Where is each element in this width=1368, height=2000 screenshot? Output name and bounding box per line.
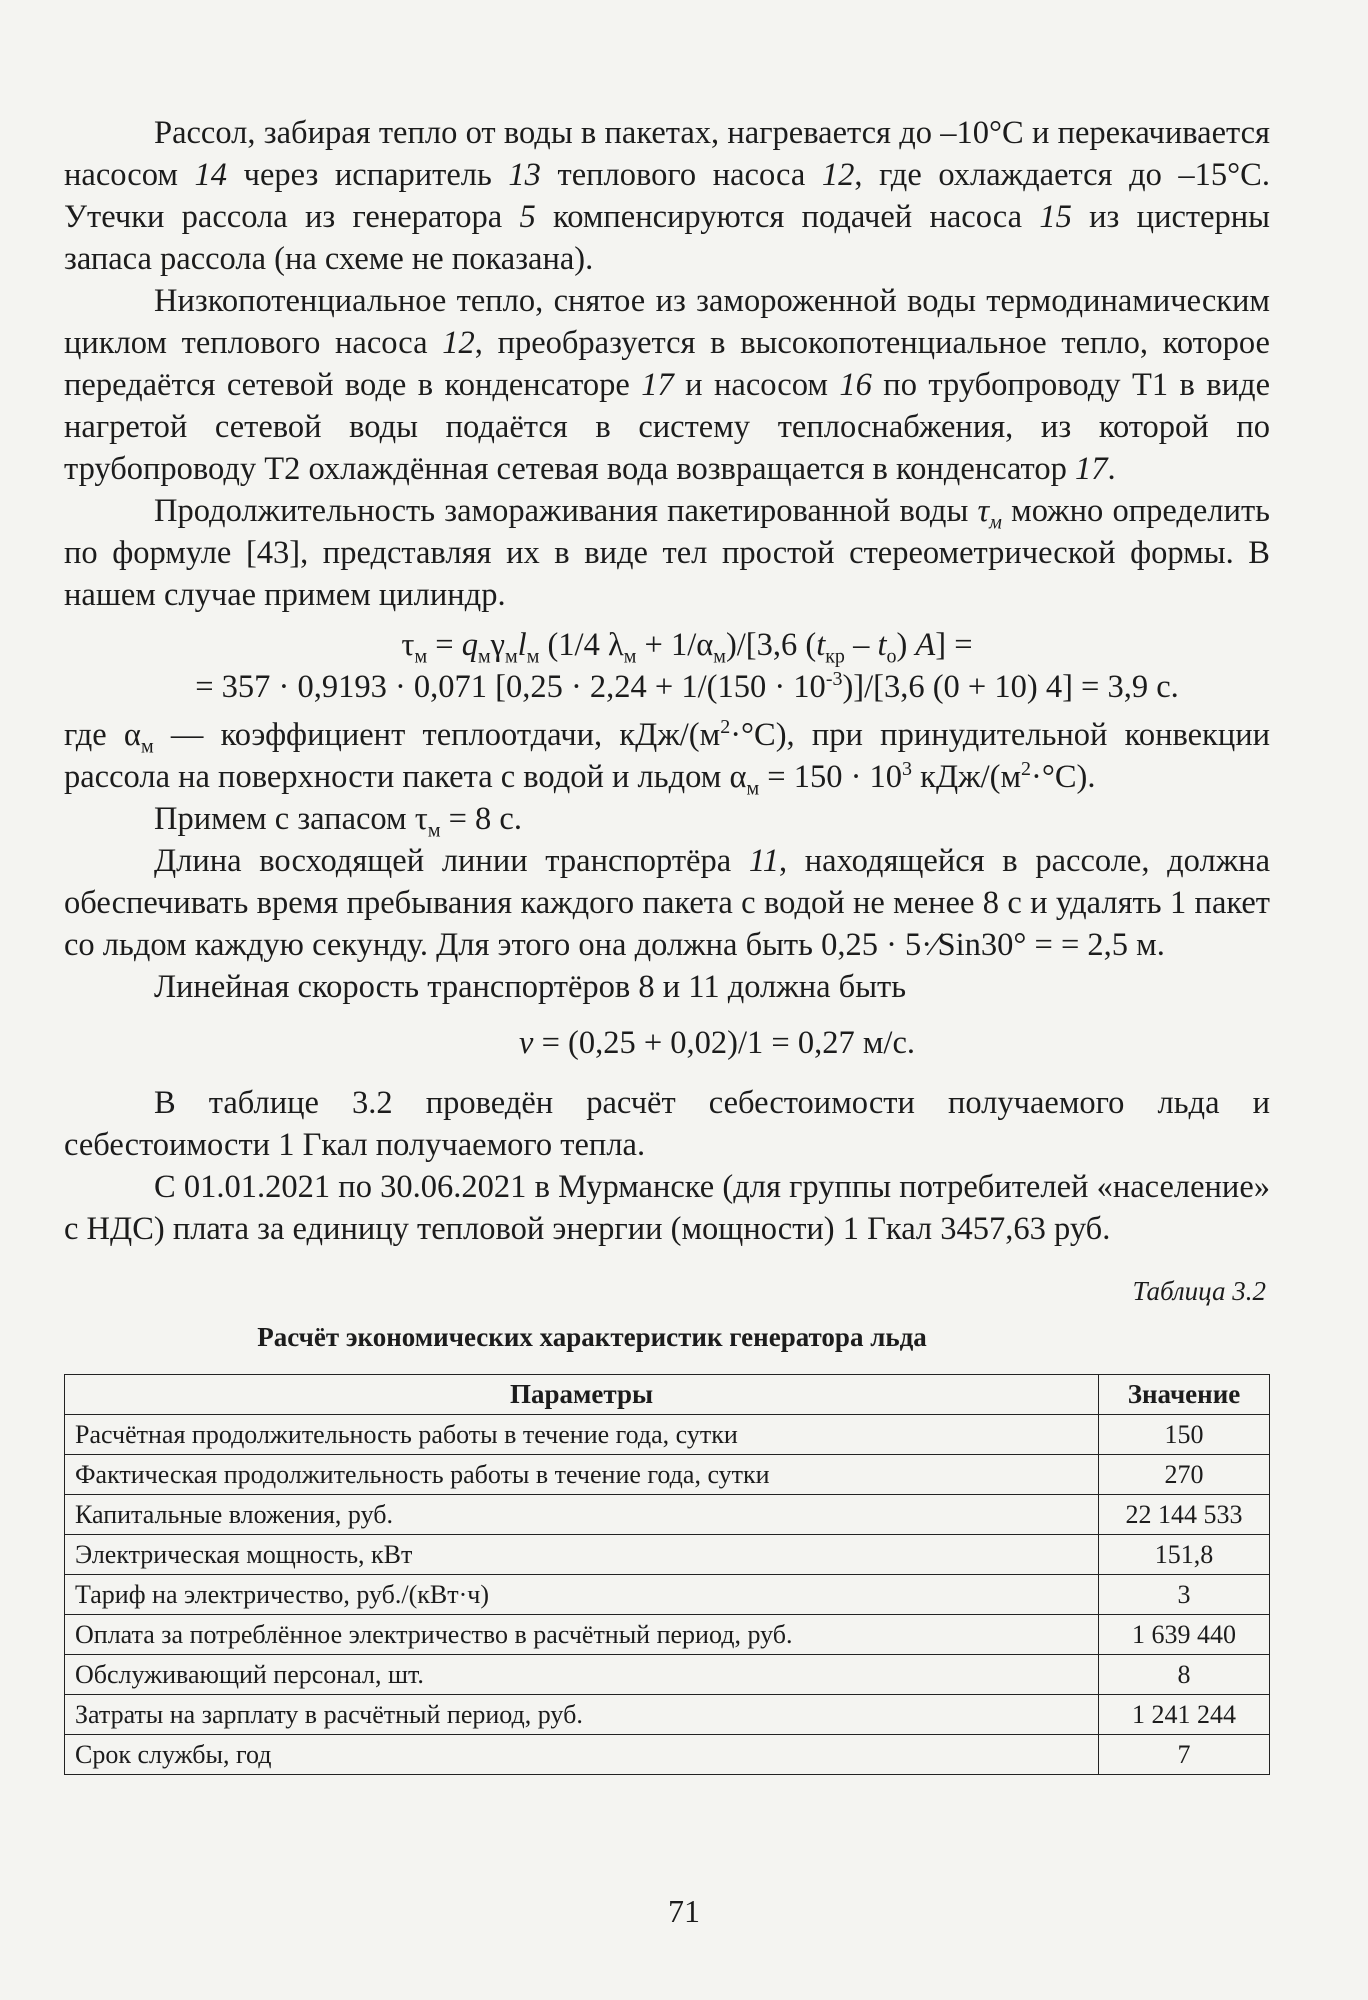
- table-row: [65, 1575, 1270, 1615]
- value-cell: 151,8: [1099, 1535, 1270, 1575]
- param-cell: Оплата за потреблённое электричество в расчётный период, руб.: [65, 1615, 1099, 1655]
- header-parameters: Параметры: [65, 1375, 1099, 1415]
- speed-formula: v = (0,25 + 0,02)/1 = 0,27 м/с.: [519, 1025, 915, 1061]
- freezing-time-formula: [104, 624, 1270, 708]
- value-cell: 7: [1099, 1735, 1270, 1775]
- paragraph-margin: Примем с запасом $\tau_м = 8$ с.: [154, 801, 522, 842]
- value-cell: 1 241 244: [1099, 1695, 1270, 1735]
- param-cell: Фактическая продолжительность работы в течение года, сутки: [65, 1455, 1099, 1495]
- value-cell: 270: [1099, 1455, 1270, 1495]
- paragraph-heat-pump: Низкопотенциальное тепло, снятое из замороженной воды термодинамическим циклом теплового насоса 12, преобразуется в высокопотенциальное тепло, которое передаётся сетевой воде в конденсаторе 17 и насосом 16 по трубопроводу Т1 в виде нагретой сетевой воды подаётся в систему теплоснабжения, из которой по трубопроводу Т2 охлаждённая сетевая вода возвращается в конденсатор 17.: [64, 283, 1270, 487]
- table-row: [65, 1495, 1270, 1535]
- paragraph-table-reference: В таблице 3.2 проведён расчёт себестоимости получаемого льда и себестоимости 1 Гкал получаемого тепла.: [64, 1085, 1270, 1163]
- value-cell: 3: [1099, 1575, 1270, 1615]
- value-cell: 150: [1099, 1415, 1270, 1455]
- table-row: [65, 1655, 1270, 1695]
- economic-characteristics-table: [64, 1374, 1270, 1775]
- paragraph-freezing-duration: Продолжительность замораживания пакетированной воды $\tau_м$ можно определить по формуле [43], представляя их в виде тел простой стереометрической формы. В нашем случае примем цилиндр.: [64, 493, 1270, 613]
- formula-line-1: $\tau_м = q_м\gamma_мl_м$ (1/4 $\lambda_м + 1/\alpha_м)/[3,6$ $(t_{кр} - t_о) A$] =: [401, 627, 973, 668]
- header-value: Значение: [1099, 1375, 1270, 1415]
- value-cell: 1 639 440: [1099, 1615, 1270, 1655]
- param-cell: Расчётная продолжительность работы в течение года, сутки: [65, 1415, 1099, 1455]
- paragraph-tariff: С 01.01.2021 по 30.06.2021 в Мурманске (для группы потребителей «население» с НДС) плата за единицу тепловой энергии (мощности) 1 Гкал 3457,63 руб.: [64, 1169, 1270, 1247]
- param-cell: Затраты на зарплату в расчётный период, руб.: [65, 1695, 1099, 1735]
- table-caption: Таблица 3.2: [1132, 1276, 1266, 1306]
- paragraph-conveyor-length: Длина восходящей линии транспортёра 11, находящейся в рассоле, должна обеспечивать время пребывания каждого пакета с водой не менее 8 с и удалять 1 пакет со льдом каждую секунду. Для этого она должна быть 0,25 · 5·⁄Sin30° = = 2,5 м.: [64, 843, 1270, 963]
- table-title: Расчёт экономических характеристик генератора льда: [257, 1322, 927, 1352]
- paragraph-linear-speed: Линейная скорость транспортёров 8 и 11 должна быть: [154, 969, 907, 1005]
- param-cell: Электрическая мощность, кВт: [65, 1535, 1099, 1575]
- param-cell: Капитальные вложения, руб.: [65, 1495, 1099, 1535]
- paragraph-heat-transfer-coefficient: где $\alpha_м$ — коэффициент теплоотдачи, кДж/$(м^2\cdot^\circ С)$, при принудительной конвекции рассола на поверхности пакета с водой и льдом $\alpha_м = 150 \cdot 10^3$ кДж/$(м^2\cdot^\circ С)$.: [64, 716, 1271, 800]
- table-row: [65, 1535, 1270, 1575]
- param-cell: Тариф на электричество, руб./(кВт·ч): [65, 1575, 1099, 1615]
- table-header-row: [65, 1375, 1270, 1415]
- table-row: [65, 1615, 1270, 1655]
- page-content: [64, 112, 1270, 1775]
- table-row: [65, 1455, 1270, 1495]
- param-cell: Срок службы, год: [65, 1735, 1099, 1775]
- value-cell: 22 144 533: [1099, 1495, 1270, 1535]
- page-number: 71: [668, 1893, 700, 1929]
- paragraph-brine-circulation: Рассол, забирая тепло от воды в пакетах, нагревается до –10°С и перекачивается насосом 14 через испаритель 13 теплового насоса 12, где охлаждается до –15°С. Утечки рассола из генератора 5 компенсируются подачей насоса 15 из цистерны запаса рассола (на схеме не показана).: [64, 115, 1270, 277]
- formula-line-2: = 357 · 0,9193 · 0,071 $[0,25 \cdot 2,24 + 1/(150 \cdot 10^{-3})]/[3,6$ (0 + 10) 4] = 3,9 с.: [195, 668, 1179, 705]
- value-cell: 8: [1099, 1655, 1270, 1695]
- table-row: [65, 1695, 1270, 1735]
- table-row: [65, 1415, 1270, 1455]
- table-row: [65, 1735, 1270, 1775]
- param-cell: Обслуживающий персонал, шт.: [65, 1655, 1099, 1695]
